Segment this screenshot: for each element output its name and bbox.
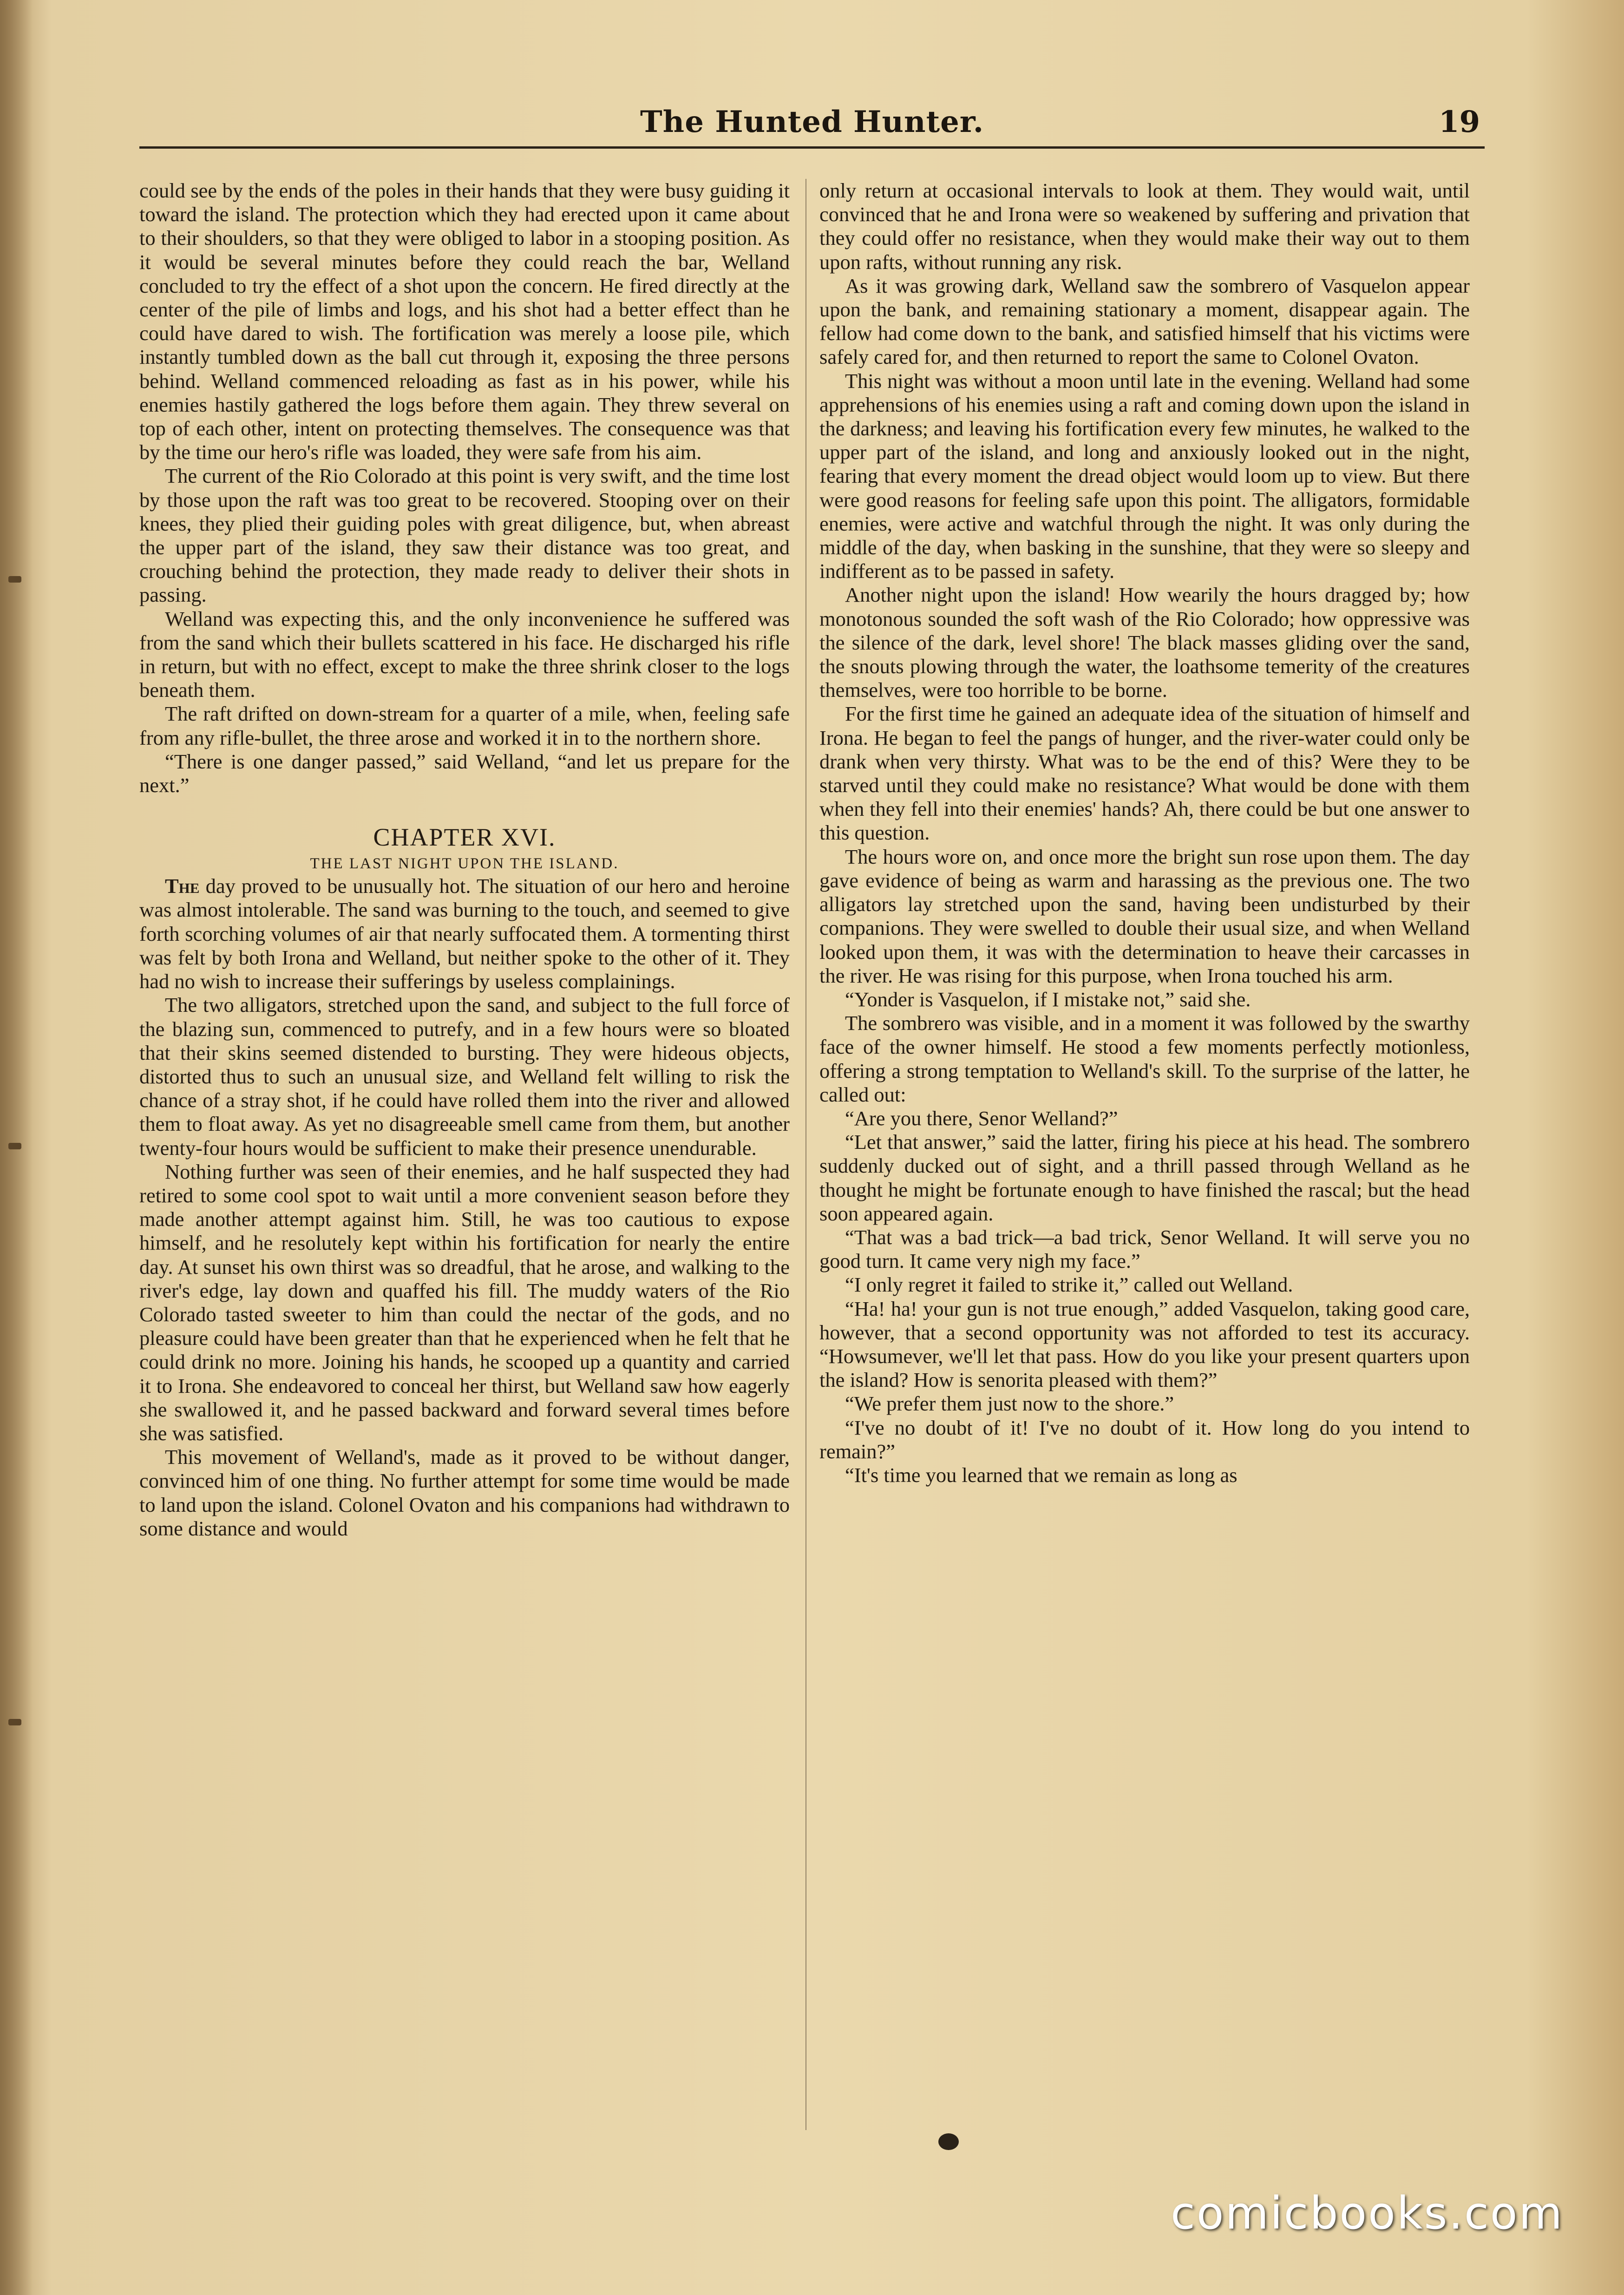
lead-word: The (165, 874, 200, 898)
right-column (819, 179, 1470, 1487)
printer-ornament (938, 2133, 959, 2150)
paragraph: “Let that answer,” said the latter, firing his piece at his head. The sombrero suddenly ducked out of sight, and a thrill passed through Welland as he thought he might be fortunate enough to have finished the rascal; but the head soon appeared again. (819, 1130, 1470, 1225)
paragraph: “Yonder is Vasquelon, if I mistake not,” said she. (845, 987, 1251, 1011)
paragraph: “I've no doubt of it! I've no doubt of it. How long do you intend to remain?” (819, 1416, 1470, 1463)
paragraph: “I only regret it failed to strike it,” called out Welland. (845, 1273, 1293, 1297)
left-column (139, 179, 790, 1541)
paragraph: Nothing further was seen of their enemies, and he half suspected they had retired to some cool spot to wait until a more convenient season before they made another attempt against him. Still, he was too cautious to expose himself, and he resolutely kept within his fortification for nearly the entire day. At sunset his own thirst was so dreadful, that he arose, and walking to the river's edge, lay down and quaffed his fill. The muddy waters of the Rio Colorado tasted sweeter to him than could the nectar of the gods, and no pleasure could have been greater than that he experienced when he felt that he could drink no more. Joining his hands, he scooped up a quantity and carried it to Irona. She endeavored to conceal her thirst, but Welland saw how eagerly she swallowed it, and he passed backward and forward several times before she was satisfied. (139, 1160, 790, 1445)
chapter-title: CHAPTER XVI. (373, 823, 556, 852)
running-title: The Hunted Hunter. (640, 105, 984, 139)
paragraph: only return at occasional intervals to look at them. They would wait, until convinced that he and Irona were so weakened by suffering and privation that they could offer no resistance, when they would make their way out to them upon rafts, without running any risk. (819, 179, 1470, 274)
page-number: 19 (1438, 105, 1480, 139)
paragraph: This night was without a moon until late in the evening. Welland had some apprehensions of his enemies using a raft and coming down upon the island in the darkness; and leaving his fortification every few minutes, he walked to the upper part of the island, and long and anxiously looked out in the night, fearing that every moment the dread object would loom up to view. But there were good reasons for feeling safe upon this point. The alligators, formidable enemies, were active and watchful through the night. It was only during the middle of the day, when basking in the sunshine, that they were so sleepy and indifferent as to be passed in safety. (819, 369, 1470, 583)
paragraph (139, 874, 790, 993)
watermark: comicbooks.com (1170, 2187, 1564, 2239)
paragraph: The two alligators, stretched upon the sand, and subject to the full force of the blazing sun, commenced to putrefy, and in a few hours were so bloated that their skins seemed distended to bursting. They were hideous objects, distorted thus to such an unusual size, and Welland felt willing to risk the chance of a stray shot, if he could have rolled them into the river and allowed them to float away. As yet no disagreeable smell came from them, but another twenty-four hours would be sufficient to make their presence unendurable. (139, 993, 790, 1160)
paragraph: “That was a bad trick—a bad trick, Senor Welland. It will serve you no good turn. It came very nigh my face.” (819, 1225, 1470, 1273)
paragraph: “Ha! ha! your gun is not true enough,” added Vasquelon, taking good care, however, that a second opportunity was not afforded to test its accuracy. “Howsumever, we'll let that pass. How do you like your present quarters upon the island? How is senorita pleased with them?” (819, 1297, 1470, 1392)
paragraph: Welland was expecting this, and the only inconvenience he suffered was from the sand which their bullets scattered in his face. He discharged his rifle in return, but with no effect, except to make the three shrink closer to the logs beneath them. (139, 607, 790, 702)
paragraph: The hours wore on, and once more the bright sun rose upon them. The day gave evidence of being as warm and harassing as the previous one. The two alligators lay stretched upon the sand, having been undisturbed by their companions. They were swelled to double their usual size, and when Welland looked upon them, it was with the determination to heave their carcasses in the river. He was rising for this purpose, when Irona touched his arm. (819, 845, 1470, 987)
page-header (139, 95, 1485, 149)
paragraph: “There is one danger passed,” said Welland, “and let us prepare for the next.” (139, 749, 790, 797)
paragraph: For the first time he gained an adequate idea of the situation of himself and Irona. He began to feel the pangs of hunger, and the river-water could only be drank when very thirsty. What was to be the end of this? Were they to be starved until they could make no resistance? What would be done with them when they fell into their enemies' hands? Ah, there could be but one answer to this question. (819, 702, 1470, 845)
paragraph-text: day proved to be unusually hot. The situation of our hero and heroine was almost intolerable. The sand was burning to the touch, and seemed to give forth scorching volumes of air that nearly suffocated them. A tormenting thirst was felt by both Irona and Welland, but neither spoke to the other of it. They had no wish to increase their sufferings by useless complainings. (139, 874, 790, 993)
paragraph: This movement of Welland's, made as it proved to be without danger, convinced him of one thing. No further attempt for some time would be made to land upon the island. Colonel Ovaton and his companions had withdrawn to some distance and would (139, 1445, 790, 1540)
paragraph: The current of the Rio Colorado at this point is very swift, and the time lost by those upon the raft was too great to be recovered. Stooping over on their knees, they plied their guiding poles with great diligence, but, when abreast the upper part of the island, they saw their distance was too great, and crouching behind the protection, they made ready to deliver their shots in passing. (139, 464, 790, 607)
paragraph: “It's time you learned that we remain as long as (845, 1463, 1238, 1487)
paragraph: “Are you there, Senor Welland?” (845, 1106, 1118, 1130)
column-divider (805, 179, 806, 2130)
chapter-subtitle: THE LAST NIGHT UPON THE ISLAND. (310, 855, 619, 872)
paragraph: “We prefer them just now to the shore.” (845, 1392, 1174, 1416)
paragraph: Another night upon the island! How wearily the hours dragged by; how monotonous sounded the soft wash of the Rio Colorado; how oppressive was the silence of the dark, level shore! The black masses gliding over the sand, the snouts plowing through the water, the loathsome temerity of the creatures themselves, were too horrible to be borne. (819, 583, 1470, 702)
paragraph: The sombrero was visible, and in a moment it was followed by the swarthy face of the owner himself. He stood a few moments perfectly motionless, offering a strong temptation to Welland's skill. To the surprise of the latter, he called out: (819, 1011, 1470, 1106)
paragraph: The raft drifted on down-stream for a quarter of a mile, when, feeling safe from any rifle-bullet, the three arose and worked it in to the northern shore. (139, 702, 790, 749)
paragraph: could see by the ends of the poles in their hands that they were busy guiding it toward the island. The protection which they had erected upon it came about to their shoulders, so that they were obliged to labor in a stooping position. As it would be several minutes before they could reach the bar, Welland concluded to try the effect of a shot upon the concern. He fired directly at the center of the pile of limbs and logs, and his shot had a better effect than he could have dared to wish. The fortification was merely a loose pile, which instantly tumbled down as the ball cut through it, exposing the three persons behind. Welland commenced reloading as fast as in his power, while his enemies hastily gathered the logs before them again. They threw several on top of each other, intent on protecting themselves. The consequence was that by the time our hero's rifle was loaded, they were safe from his aim. (139, 179, 790, 464)
paragraph: As it was growing dark, Welland saw the sombrero of Vasquelon appear upon the bank, and remaining stationary a moment, disappear again. The fellow had come down to the bank, and satisfied himself that his victims were safely cared for, and then returned to report the same to Colonel Ovaton. (819, 274, 1470, 369)
